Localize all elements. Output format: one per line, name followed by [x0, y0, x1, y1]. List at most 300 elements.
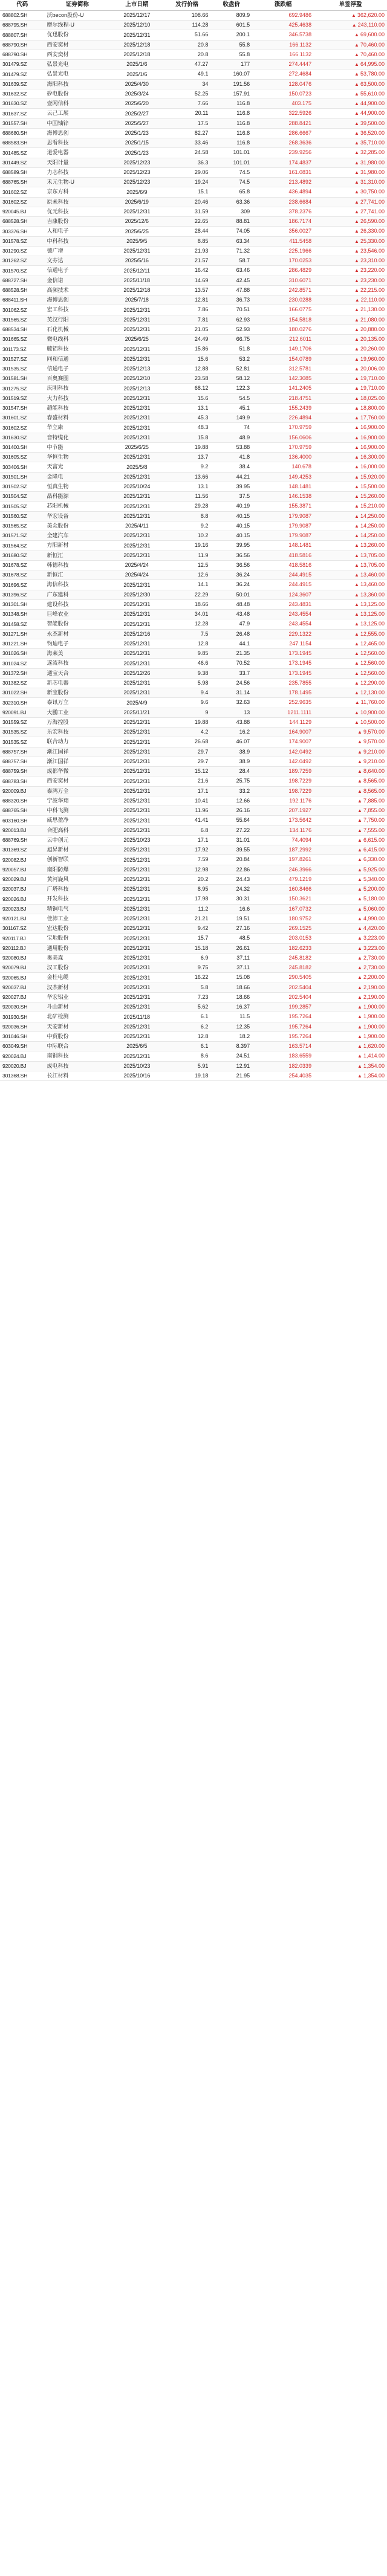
cell-listing-date: 2025/12/31: [111, 531, 164, 541]
cell-close-price: 45.1: [210, 403, 252, 413]
table-row[interactable]: [0, 128, 387, 138]
cell-name: 恒真生物: [44, 482, 110, 491]
cell-code: 303406.SH: [0, 462, 44, 472]
cell-change-pct: 198.7229: [252, 776, 314, 786]
cell-code: 688765.SH: [0, 806, 44, 816]
cell-profit-per-lot: ▲ 8,565.00: [314, 776, 387, 786]
cell-code: 301062.SZ: [0, 305, 44, 315]
table-row[interactable]: [0, 708, 387, 717]
col-issue-price: 发行价格: [163, 0, 210, 10]
cell-code: 301535.SZ: [0, 364, 44, 373]
table-row[interactable]: [0, 580, 387, 590]
cell-name: 新恒汇: [44, 570, 110, 580]
cell-issue-price: 7.86: [163, 305, 210, 315]
cell-code: 301348.SH: [0, 610, 44, 619]
cell-name: 成电科技: [44, 1061, 110, 1071]
cell-issue-price: 41.41: [163, 816, 210, 825]
table-row[interactable]: [0, 1042, 387, 1051]
cell-profit-per-lot: ▲ 5,925.00: [314, 865, 387, 874]
table-row[interactable]: [0, 79, 387, 89]
up-arrow-icon: ▲: [357, 915, 362, 922]
cell-close-price: 18.2: [210, 1031, 252, 1041]
cell-name: 云己工展: [44, 109, 110, 118]
table-row[interactable]: [0, 531, 387, 541]
table-row[interactable]: [0, 747, 387, 757]
table-row[interactable]: [0, 668, 387, 678]
cell-code: 301678.SZ: [0, 570, 44, 580]
cell-issue-price: 28.44: [163, 227, 210, 236]
table-row[interactable]: [0, 806, 387, 816]
table-row[interactable]: [0, 138, 387, 148]
table-row[interactable]: [0, 423, 387, 433]
table-row[interactable]: [0, 442, 387, 452]
cell-close-price: 8.397: [210, 1042, 252, 1051]
table-row[interactable]: [0, 453, 387, 462]
cell-change-pct: 202.5404: [252, 992, 314, 1002]
cell-close-price: 26.61: [210, 943, 252, 953]
table-row[interactable]: [0, 482, 387, 491]
cell-code: 301570.SZ: [0, 266, 44, 276]
table-row[interactable]: [0, 541, 387, 550]
table-row[interactable]: [0, 472, 387, 482]
table-row[interactable]: [0, 914, 387, 923]
table-row[interactable]: [0, 266, 387, 276]
cell-issue-price: 8.6: [163, 1051, 210, 1061]
cell-listing-date: 2025/12/31: [111, 315, 164, 324]
cell-listing-date: 2025/12/31: [111, 796, 164, 805]
cell-issue-price: 9: [163, 708, 210, 717]
table-row[interactable]: [0, 178, 387, 187]
table-row[interactable]: [0, 835, 387, 845]
cell-listing-date: 2025/12/31: [111, 855, 164, 865]
table-row[interactable]: [0, 187, 387, 197]
table-row[interactable]: [0, 619, 387, 629]
cell-code: 301502.SZ: [0, 482, 44, 491]
up-arrow-icon: ▲: [354, 91, 359, 97]
table-row[interactable]: [0, 344, 387, 354]
cell-listing-date: 2025/12/31: [111, 580, 164, 590]
cell-issue-price: 13.7: [163, 453, 210, 462]
cell-listing-date: 2025/6/19: [111, 197, 164, 207]
cell-issue-price: 24.58: [163, 148, 210, 158]
cell-listing-date: 2025/12/6: [111, 217, 164, 227]
table-row[interactable]: [0, 786, 387, 796]
table-row[interactable]: [0, 324, 387, 334]
table-row[interactable]: [0, 148, 387, 158]
up-arrow-icon: ▲: [354, 523, 359, 529]
up-arrow-icon: ▲: [354, 376, 359, 382]
table-row[interactable]: [0, 767, 387, 776]
up-arrow-icon: ▲: [354, 513, 359, 519]
cell-change-pct: 218.4751: [252, 393, 314, 403]
table-row[interactable]: [0, 1002, 387, 1012]
table-row[interactable]: [0, 855, 387, 865]
cell-change-pct: 155.2439: [252, 403, 314, 413]
table-row[interactable]: [0, 639, 387, 648]
table-row[interactable]: [0, 1061, 387, 1071]
cell-code: 301565.SZ: [0, 521, 44, 531]
table-row[interactable]: [0, 236, 387, 246]
cell-change-pct: 179.9087: [252, 521, 314, 531]
cell-close-price: 30.31: [210, 894, 252, 904]
cell-issue-price: 49.1: [163, 69, 210, 79]
table-row[interactable]: [0, 30, 387, 40]
cell-change-pct: 150.0723: [252, 89, 314, 98]
cell-profit-per-lot: ▲ 12,290.00: [314, 678, 387, 688]
up-arrow-icon: ▲: [354, 238, 359, 244]
cell-close-price: 122.3: [210, 384, 252, 393]
table-row[interactable]: [0, 227, 387, 236]
cell-issue-price: 29.7: [163, 757, 210, 766]
table-row[interactable]: [0, 590, 387, 599]
cell-code: 301630.SZ: [0, 433, 44, 442]
cell-change-pct: 167.0732: [252, 904, 314, 914]
cell-listing-date: 2025/12/17: [111, 10, 164, 20]
cell-issue-price: 6.8: [163, 825, 210, 835]
table-row[interactable]: [0, 845, 387, 855]
table-row[interactable]: [0, 825, 387, 835]
cell-listing-date: 2025/12/31: [111, 914, 164, 923]
table-row[interactable]: [0, 963, 387, 973]
cell-close-price: 42.45: [210, 276, 252, 285]
table-row[interactable]: [0, 364, 387, 373]
up-arrow-icon: ▲: [357, 886, 362, 893]
table-row[interactable]: [0, 403, 387, 413]
table-row[interactable]: [0, 904, 387, 914]
cell-issue-price: 20.2: [163, 874, 210, 884]
cell-change-pct: 182.0339: [252, 1061, 314, 1071]
cell-close-price: 55.8: [210, 50, 252, 59]
up-arrow-icon: ▲: [354, 248, 359, 254]
table-row[interactable]: [0, 246, 387, 256]
table-row[interactable]: [0, 924, 387, 934]
table-row[interactable]: [0, 315, 387, 324]
table-row[interactable]: [0, 550, 387, 560]
cell-name: 威思盈净: [44, 816, 110, 825]
cell-change-pct: 182.6233: [252, 943, 314, 953]
cell-issue-price: 34: [163, 79, 210, 89]
table-row[interactable]: [0, 50, 387, 59]
cell-issue-price: 11.9: [163, 550, 210, 560]
cell-profit-per-lot: ▲ 15,500.00: [314, 482, 387, 491]
cell-profit-per-lot: ▲ 55,610.00: [314, 89, 387, 98]
table-row[interactable]: [0, 393, 387, 403]
cell-profit-per-lot: ▲ 6,415.00: [314, 845, 387, 855]
cell-issue-price: 19.88: [163, 442, 210, 452]
cell-issue-price: 21.6: [163, 776, 210, 786]
table-row[interactable]: [0, 973, 387, 983]
cell-name: 人和电子: [44, 227, 110, 236]
col-change-pct: 涨跌幅: [252, 0, 314, 10]
table-row[interactable]: [0, 1022, 387, 1031]
cell-code: 301564.SZ: [0, 541, 44, 550]
cell-listing-date: 2025/12/31: [111, 246, 164, 256]
cell-change-pct: 154.0789: [252, 354, 314, 364]
cell-issue-price: 16.22: [163, 973, 210, 983]
cell-close-price: 21.95: [210, 1071, 252, 1080]
cell-close-price: 18.66: [210, 983, 252, 992]
table-row[interactable]: [0, 894, 387, 904]
cell-profit-per-lot: ▲ 53,780.00: [314, 69, 387, 79]
cell-listing-date: 2025/12/31: [111, 1002, 164, 1012]
cell-change-pct: 154.5818: [252, 315, 314, 324]
table-row[interactable]: [0, 885, 387, 894]
cell-listing-date: 2025/12/31: [111, 324, 164, 334]
cell-name: 矽电股份: [44, 89, 110, 98]
cell-issue-price: 12.8: [163, 1031, 210, 1041]
table-row[interactable]: [0, 953, 387, 963]
cell-listing-date: 2025/12/31: [111, 865, 164, 874]
cell-listing-date: 2025/12/16: [111, 629, 164, 639]
cell-profit-per-lot: ▲ 3,223.00: [314, 943, 387, 953]
table-row[interactable]: [0, 60, 387, 69]
cell-change-pct: 174.9007: [252, 737, 314, 747]
cell-issue-price: 5.91: [163, 1061, 210, 1071]
table-row[interactable]: [0, 167, 387, 177]
cell-profit-per-lot: ▲ 5,180.00: [314, 894, 387, 904]
cell-listing-date: 2025/12/31: [111, 511, 164, 521]
table-body: [0, 10, 387, 1080]
table-row[interactable]: [0, 943, 387, 953]
cell-change-pct: 195.7264: [252, 1031, 314, 1041]
cell-name: 优元科技: [44, 207, 110, 216]
table-row[interactable]: [0, 521, 387, 531]
table-row[interactable]: [0, 983, 387, 992]
cell-change-pct: 230.0288: [252, 295, 314, 305]
table-row[interactable]: [0, 865, 387, 874]
table-row[interactable]: [0, 737, 387, 747]
cell-code: 301505.SZ: [0, 502, 44, 511]
table-row[interactable]: [0, 413, 387, 423]
cell-issue-price: 21.21: [163, 914, 210, 923]
up-arrow-icon: ▲: [354, 464, 359, 470]
table-row[interactable]: [0, 992, 387, 1002]
cell-issue-price: 46.6: [163, 659, 210, 668]
cell-profit-per-lot: ▲ 32,285.00: [314, 148, 387, 158]
cell-code: 920082.BJ: [0, 855, 44, 865]
up-arrow-icon: ▲: [357, 965, 362, 971]
table-row[interactable]: [0, 384, 387, 393]
table-row[interactable]: [0, 502, 387, 511]
cell-name: 北矿检测: [44, 1012, 110, 1022]
cell-name: 永杰新材: [44, 629, 110, 639]
up-arrow-icon: ▲: [354, 101, 359, 107]
table-row[interactable]: [0, 1051, 387, 1061]
cell-change-pct: 195.7264: [252, 1022, 314, 1031]
up-arrow-icon: ▲: [354, 719, 359, 725]
cell-close-price: 28.4: [210, 767, 252, 776]
table-row[interactable]: [0, 69, 387, 79]
cell-profit-per-lot: ▲ 13,705.00: [314, 560, 387, 570]
table-row[interactable]: [0, 256, 387, 266]
table-row[interactable]: [0, 21, 387, 30]
table-row[interactable]: [0, 511, 387, 521]
table-row[interactable]: [0, 1031, 387, 1041]
cell-close-price: 33.2: [210, 786, 252, 796]
cell-change-pct: 156.0606: [252, 433, 314, 442]
table-row[interactable]: [0, 217, 387, 227]
table-row[interactable]: [0, 40, 387, 50]
cell-close-price: 36.73: [210, 295, 252, 305]
cell-profit-per-lot: ▲ 16,900.00: [314, 442, 387, 452]
up-arrow-icon: ▲: [354, 130, 359, 136]
cell-profit-per-lot: ▲ 1,900.00: [314, 1031, 387, 1041]
table-row[interactable]: [0, 295, 387, 305]
table-row[interactable]: [0, 492, 387, 502]
cell-close-price: 70.51: [210, 305, 252, 315]
up-arrow-icon: ▲: [357, 975, 362, 981]
cell-issue-price: 19.18: [163, 1071, 210, 1080]
cell-close-price: 39.95: [210, 541, 252, 550]
table-row[interactable]: [0, 560, 387, 570]
cell-code: 301665.SZ: [0, 335, 44, 344]
table-row[interactable]: [0, 99, 387, 109]
cell-profit-per-lot: ▲ 2,190.00: [314, 983, 387, 992]
cell-name: 春盛材料: [44, 413, 110, 423]
up-arrow-icon: ▲: [354, 700, 360, 706]
cell-change-pct: 288.8421: [252, 118, 314, 128]
cell-name: 渐江国祥: [44, 747, 110, 757]
cell-close-price: 31.14: [210, 688, 252, 698]
table-row[interactable]: [0, 629, 387, 639]
cell-profit-per-lot: ▲ 7,750.00: [314, 816, 387, 825]
cell-change-pct: 155.3871: [252, 502, 314, 511]
cell-profit-per-lot: ▲ 2,730.00: [314, 953, 387, 963]
up-arrow-icon: ▲: [354, 32, 359, 38]
cell-profit-per-lot: ▲ 13,260.00: [314, 541, 387, 550]
table-row[interactable]: [0, 207, 387, 216]
cell-change-pct: 178.1495: [252, 688, 314, 698]
cell-change-pct: 149.1706: [252, 344, 314, 354]
table-row[interactable]: [0, 717, 387, 727]
up-arrow-icon: ▲: [354, 42, 359, 48]
table-row[interactable]: [0, 796, 387, 805]
cell-listing-date: 2025/12/31: [111, 924, 164, 934]
cell-code: 920057.BJ: [0, 865, 44, 874]
up-arrow-icon: ▲: [354, 670, 359, 676]
cell-code: 301547.SH: [0, 403, 44, 413]
table-row[interactable]: [0, 816, 387, 825]
table-row[interactable]: [0, 285, 387, 295]
cell-listing-date: 2025/12/31: [111, 649, 164, 659]
table-row[interactable]: [0, 276, 387, 285]
up-arrow-icon: ▲: [354, 51, 359, 57]
table-row[interactable]: [0, 874, 387, 884]
table-row[interactable]: [0, 305, 387, 315]
cell-code: 688680.SH: [0, 128, 44, 138]
up-arrow-icon: ▲: [354, 189, 359, 195]
table-row[interactable]: [0, 462, 387, 472]
cell-name: 中贸股份: [44, 1031, 110, 1041]
table-row[interactable]: [0, 599, 387, 609]
cell-issue-price: 7.81: [163, 315, 210, 324]
cell-change-pct: 403.175: [252, 99, 314, 109]
cell-code: 301630.SZ: [0, 99, 44, 109]
cell-close-price: 177: [210, 60, 252, 69]
table-row[interactable]: [0, 10, 387, 20]
table-row[interactable]: [0, 1012, 387, 1022]
table-row[interactable]: [0, 197, 387, 207]
cell-close-price: 55.64: [210, 816, 252, 825]
cell-name: 信通电子: [44, 364, 110, 373]
cell-close-price: 25.75: [210, 776, 252, 786]
table-row[interactable]: [0, 728, 387, 737]
cell-name: 黄河旋风: [44, 874, 110, 884]
table-row[interactable]: [0, 678, 387, 688]
cell-close-price: 15.08: [210, 973, 252, 983]
table-row[interactable]: [0, 374, 387, 384]
cell-change-pct: 148.1481: [252, 482, 314, 491]
cell-close-price: 48.48: [210, 599, 252, 609]
cell-code: 301602.SZ: [0, 423, 44, 433]
cell-change-pct: 425.4638: [252, 21, 314, 30]
table-row[interactable]: [0, 934, 387, 943]
up-arrow-icon: ▲: [354, 660, 359, 667]
cell-profit-per-lot: ▲ 44,900.00: [314, 109, 387, 118]
cell-code: 301678.SZ: [0, 560, 44, 570]
cell-profit-per-lot: ▲ 14,250.00: [314, 531, 387, 541]
cell-name: 西安奕材: [44, 50, 110, 59]
cell-close-price: 116.8: [210, 128, 252, 138]
cell-issue-price: 23.58: [163, 374, 210, 384]
up-arrow-icon: ▲: [357, 1063, 362, 1069]
cell-name: 金隆电: [44, 472, 110, 482]
cell-name: 海博思创: [44, 295, 110, 305]
cell-issue-price: 10.41: [163, 796, 210, 805]
table-row[interactable]: [0, 649, 387, 659]
table-row[interactable]: [0, 610, 387, 619]
cell-profit-per-lot: ▲ 5,340.00: [314, 874, 387, 884]
cell-issue-price: 47.27: [163, 60, 210, 69]
cell-code: 301368.SH: [0, 1071, 44, 1080]
table-row[interactable]: [0, 776, 387, 786]
cell-issue-price: 114.28: [163, 21, 210, 30]
table-row[interactable]: [0, 158, 387, 167]
table-row[interactable]: [0, 1071, 387, 1080]
cell-name: 新宝股份: [44, 688, 110, 698]
cell-code: 301501.SH: [0, 472, 44, 482]
table-row[interactable]: [0, 109, 387, 118]
up-arrow-icon: ▲: [354, 346, 359, 352]
table-row[interactable]: [0, 335, 387, 344]
cell-change-pct: 243.4831: [252, 599, 314, 609]
cell-issue-price: 22.65: [163, 217, 210, 227]
cell-listing-date: 2025/12/31: [111, 737, 164, 747]
table-row[interactable]: [0, 570, 387, 580]
cell-profit-per-lot: ▲ 22,110.00: [314, 295, 387, 305]
cell-change-pct: 142.0492: [252, 757, 314, 766]
table-row[interactable]: [0, 659, 387, 668]
table-row[interactable]: [0, 89, 387, 98]
table-row[interactable]: [0, 354, 387, 364]
cell-name: 海莱美: [44, 649, 110, 659]
cell-change-pct: 180.0276: [252, 324, 314, 334]
cell-close-price: 601.5: [210, 21, 252, 30]
cell-close-price: 88.81: [210, 217, 252, 227]
table-row[interactable]: [0, 688, 387, 698]
cell-issue-price: 29.28: [163, 502, 210, 511]
cell-issue-price: 14.1: [163, 580, 210, 590]
cell-profit-per-lot: ▲ 21,080.00: [314, 315, 387, 324]
table-row[interactable]: [0, 118, 387, 128]
table-row[interactable]: [0, 698, 387, 708]
table-row[interactable]: [0, 757, 387, 766]
cell-close-price: 63.36: [210, 197, 252, 207]
cell-name: 广塔科技: [44, 885, 110, 894]
table-row[interactable]: [0, 433, 387, 442]
cell-close-price: 12.91: [210, 1061, 252, 1071]
cell-name: 思看科技: [44, 138, 110, 148]
